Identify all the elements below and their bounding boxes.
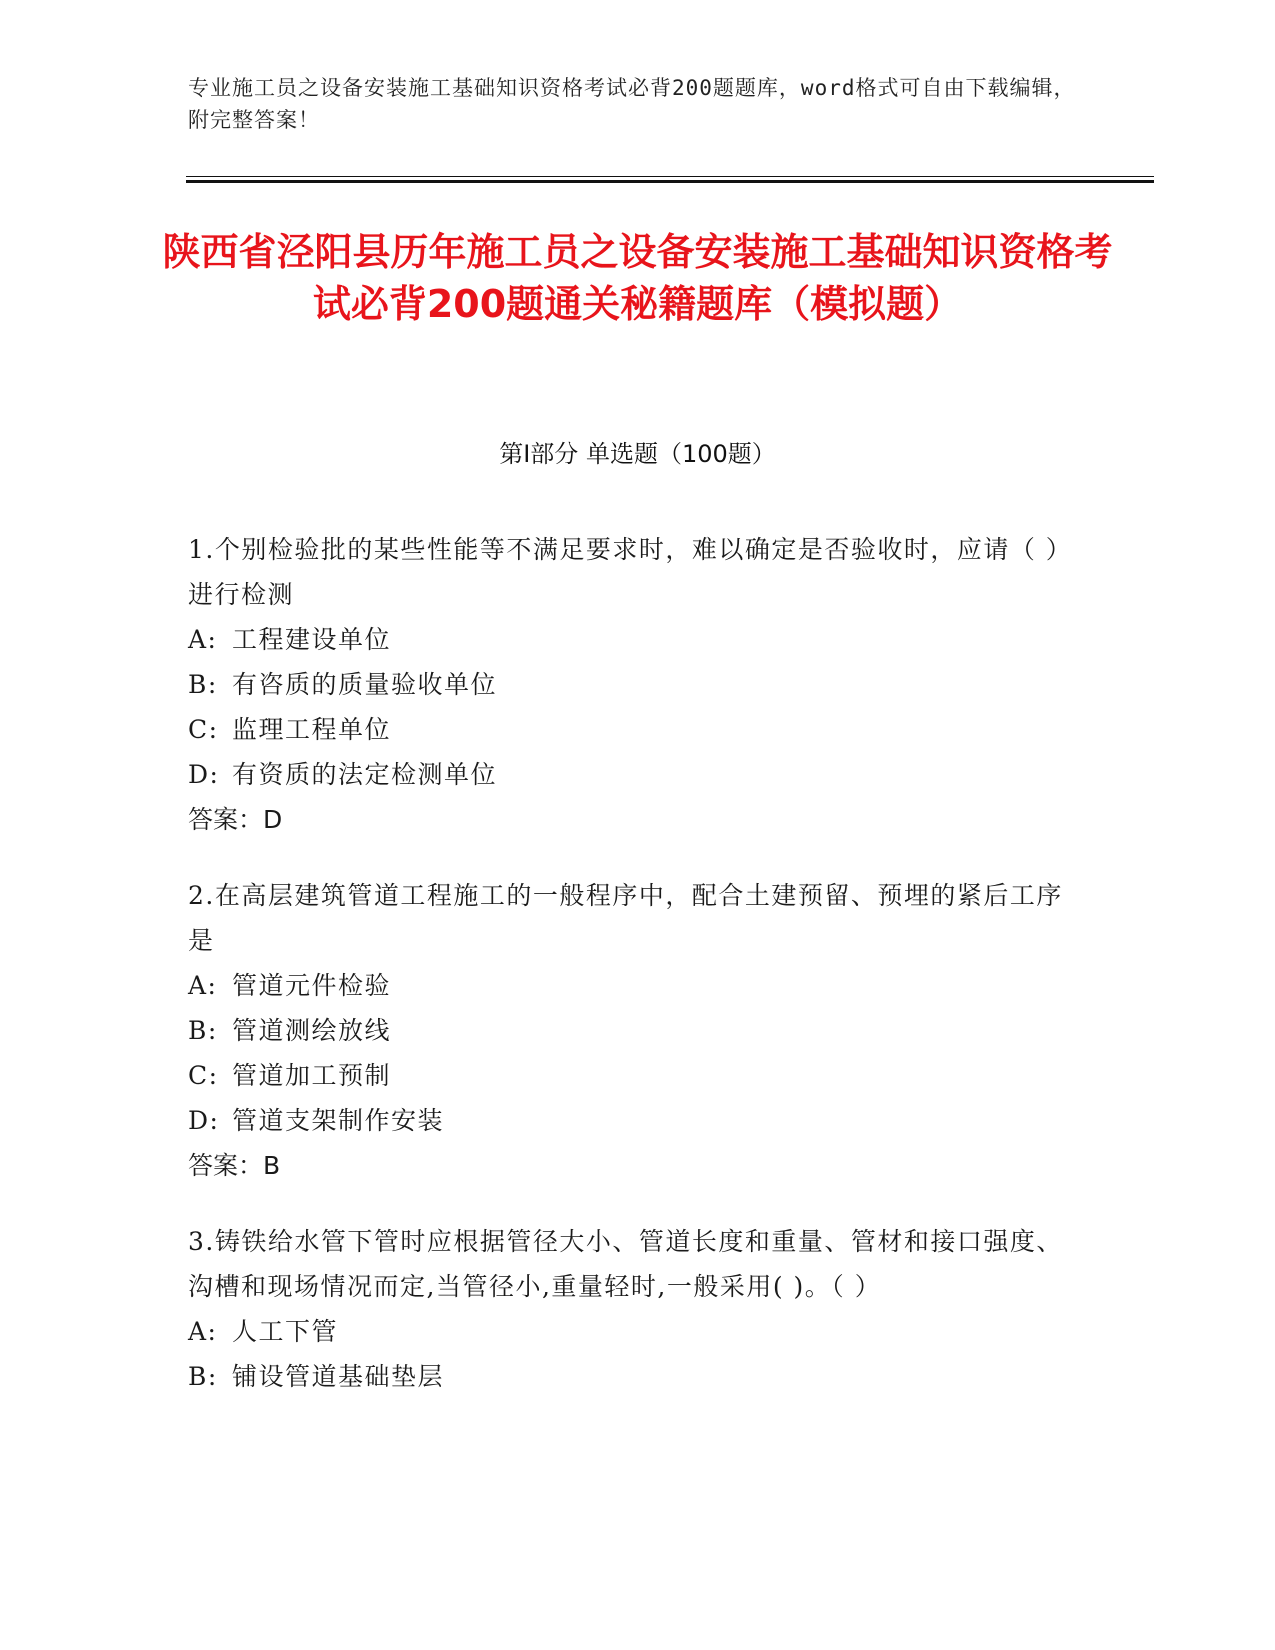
option-text: 人工下管 xyxy=(232,1317,339,1346)
question-stem: 2.在高层建筑管道工程施工的一般程序中，配合土建预留、预埋的紧后工序是 xyxy=(188,881,1063,955)
option-c xyxy=(188,1053,1068,1098)
option-text: 管道元件检验 xyxy=(232,971,392,1000)
header-divider-thick xyxy=(186,180,1154,183)
question-3 xyxy=(188,1219,1068,1399)
question-2 xyxy=(188,873,1068,1188)
question-stem: 3.铸铁给水管下管时应根据管径大小、管道长度和重量、管材和接口强度、沟槽和现场情况而定,当管径小,重量轻时,一般采用( )。（ ） xyxy=(188,1227,1063,1301)
option-key: A: xyxy=(188,1317,218,1346)
option-text: 工程建设单位 xyxy=(232,625,392,654)
section-heading: 第Ⅰ部分 单选题（100题） xyxy=(499,440,776,468)
option-a xyxy=(188,963,1068,1008)
option-b xyxy=(188,662,1068,707)
option-text: 管道加工预制 xyxy=(232,1061,392,1090)
option-d xyxy=(188,752,1068,797)
option-key: D: xyxy=(188,760,220,789)
option-key: A: xyxy=(188,625,218,654)
option-b xyxy=(188,1354,1068,1399)
option-key: B: xyxy=(188,1016,218,1045)
option-text: 有咨质的质量验收单位 xyxy=(232,670,498,699)
option-text: 监理工程单位 xyxy=(232,715,392,744)
option-key: B: xyxy=(188,670,218,699)
option-key: D: xyxy=(188,1106,220,1135)
header-divider-thin xyxy=(186,176,1154,177)
option-key: C: xyxy=(188,1061,219,1090)
question-stem: 1.个别检验批的某些性能等不满足要求时，难以确定是否验收时，应请（ ）进行检测 xyxy=(188,535,1060,609)
option-text: 铺设管道基础垫层 xyxy=(232,1362,445,1391)
question-1 xyxy=(188,527,1068,842)
answer-line: 答案：B xyxy=(188,1151,281,1180)
option-a xyxy=(188,1309,1068,1354)
option-d xyxy=(188,1098,1068,1143)
answer-line: 答案：D xyxy=(188,805,283,834)
option-c xyxy=(188,707,1068,752)
option-key: B: xyxy=(188,1362,218,1391)
option-text: 有资质的法定检测单位 xyxy=(232,760,498,789)
option-text: 管道测绘放线 xyxy=(232,1016,392,1045)
option-b xyxy=(188,1008,1068,1053)
intro-text: 专业施工员之设备安装施工基础知识资格考试必背200题题库，word格式可自由下载编辑，附完整答案！ xyxy=(188,76,1076,132)
option-text: 管道支架制作安装 xyxy=(232,1106,445,1135)
document-title: 陕西省泾阳县历年施工员之设备安装施工基础知识资格考试必背200题通关秘籍题库（模拟题） xyxy=(162,230,1113,326)
option-key: A: xyxy=(188,971,218,1000)
option-a xyxy=(188,617,1068,662)
option-key: C: xyxy=(188,715,219,744)
